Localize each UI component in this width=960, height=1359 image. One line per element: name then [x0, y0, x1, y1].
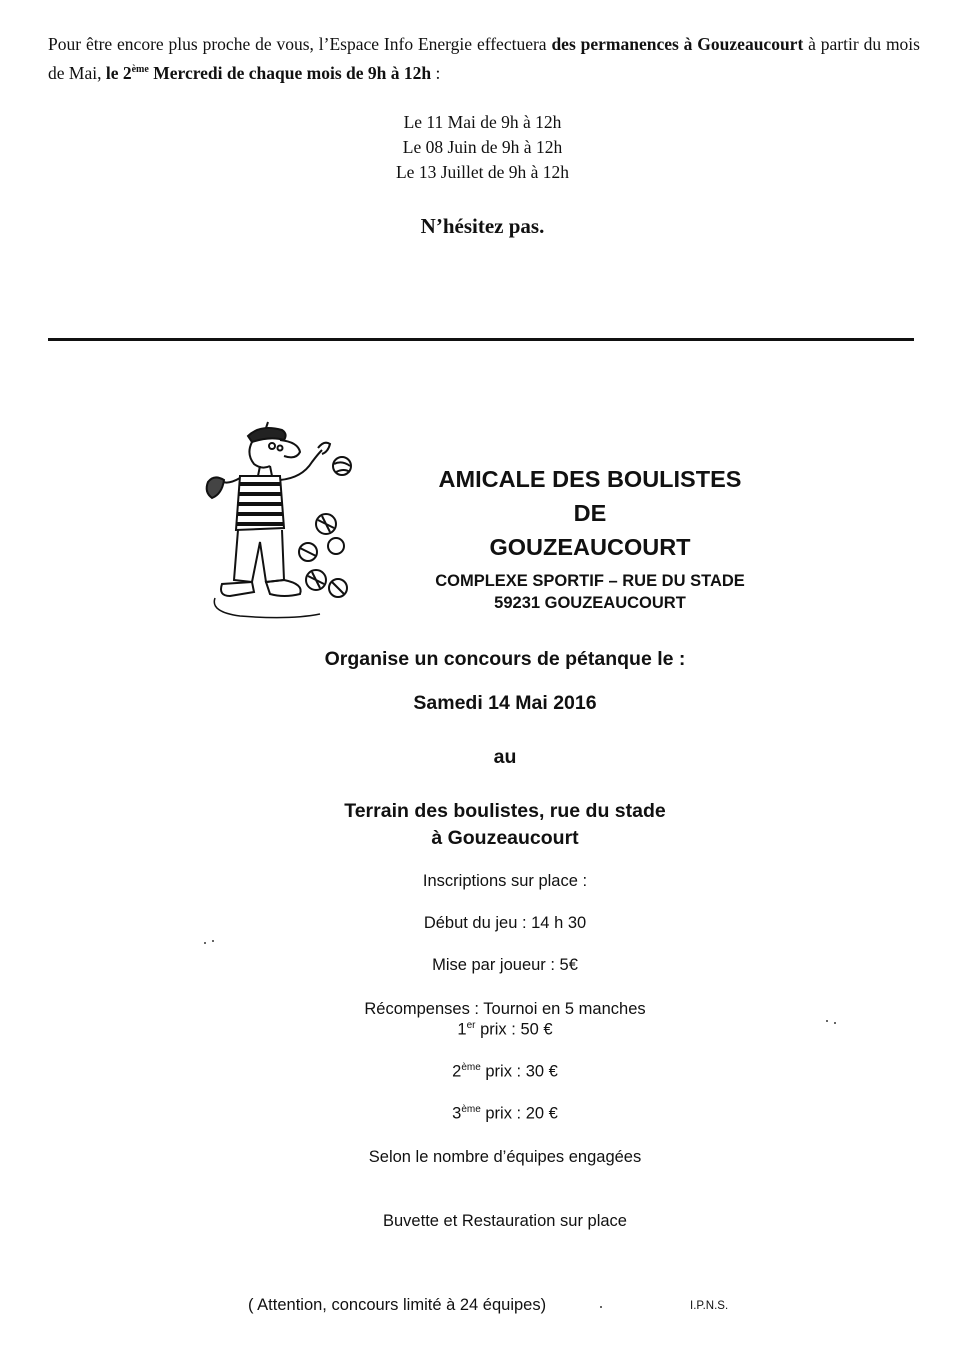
boules-player-illustration [200, 420, 370, 620]
intro-bold-le2: le 2 [105, 62, 132, 83]
club-address [380, 570, 800, 614]
club-title [380, 462, 800, 564]
prize-first-sup: er [466, 1020, 476, 1031]
scan-speck [834, 1022, 836, 1024]
address-line: 59231 GOUZEAUCOURT [494, 594, 686, 612]
event-organise: Organise un concours de pétanque le : [324, 648, 686, 670]
event-place-line: Terrain des boulistes, rue du stade [344, 800, 666, 822]
intro-bold-permanences: des permanences à Gouzeaucourt [551, 34, 804, 54]
hesitez-text: N’hésitez pas. [420, 214, 545, 238]
event-selon: Selon le nombre d’équipes engagées [368, 1148, 642, 1166]
event-au: au [493, 746, 517, 768]
event-place [0, 798, 960, 852]
prize-second-sup: ème [461, 1062, 481, 1073]
attention-note: ( Attention, concours limité à 24 équipes) [248, 1296, 547, 1314]
prize-first-text: prix : 50 € [475, 1020, 553, 1039]
event-buvette: Buvette et Restauration sur place [383, 1212, 627, 1230]
event-place-line: à Gouzeaucourt [431, 827, 579, 849]
date-line: Le 13 Juillet de 9h à 12h [395, 162, 570, 182]
club-title-line: AMICALE DES BOULISTES [438, 466, 742, 492]
intro-bold-mercredi: Mercredi de chaque mois de 9h à 12h [148, 62, 432, 83]
event-inscriptions: Inscriptions sur place : [422, 872, 588, 890]
dates-list [300, 110, 665, 185]
prize-second [0, 1062, 960, 1082]
scan-speck [600, 1306, 602, 1308]
prize-second-text: prix : 30 € [480, 1062, 558, 1081]
event-mise: Mise par joueur : 5€ [432, 956, 578, 974]
ipns-label: I.P.N.S. [690, 1300, 729, 1312]
prize-first-num: 1 [457, 1020, 467, 1039]
event-debut: Début du jeu : 14 h 30 [423, 914, 587, 932]
intro-bold-schedule [106, 63, 431, 83]
scan-speck [204, 942, 206, 944]
date-line: Le 08 Juin de 9h à 12h [402, 137, 563, 157]
prize-second-num: 2 [452, 1062, 462, 1081]
intro-sup-eme: ème [131, 64, 149, 75]
intro-text-2: à partir du mois de Mai, [48, 34, 920, 83]
prize-third-text: prix : 20 € [480, 1104, 558, 1123]
prize-third-num: 3 [452, 1104, 462, 1123]
club-title-line: GOUZEAUCOURT [489, 534, 691, 560]
event-recompenses: Récompenses : Tournoi en 5 manches [364, 1000, 646, 1018]
intro-paragraph [48, 32, 920, 86]
divider-line [48, 338, 914, 341]
prize-first [0, 1020, 960, 1040]
intro-text-3: : [431, 62, 441, 83]
prize-third-sup: ème [461, 1104, 481, 1115]
date-line: Le 11 Mai de 9h à 12h [403, 112, 562, 132]
address-line: COMPLEXE SPORTIF – RUE DU STADE [435, 572, 745, 590]
club-title-line: DE [573, 500, 607, 526]
event-date: Samedi 14 Mai 2016 [413, 692, 597, 714]
scan-speck [826, 1020, 828, 1022]
prize-third [0, 1104, 960, 1124]
intro-text-1: Pour être encore plus proche de vous, l’Espace Info Energie effectuera [48, 34, 552, 54]
scan-speck [212, 940, 214, 942]
